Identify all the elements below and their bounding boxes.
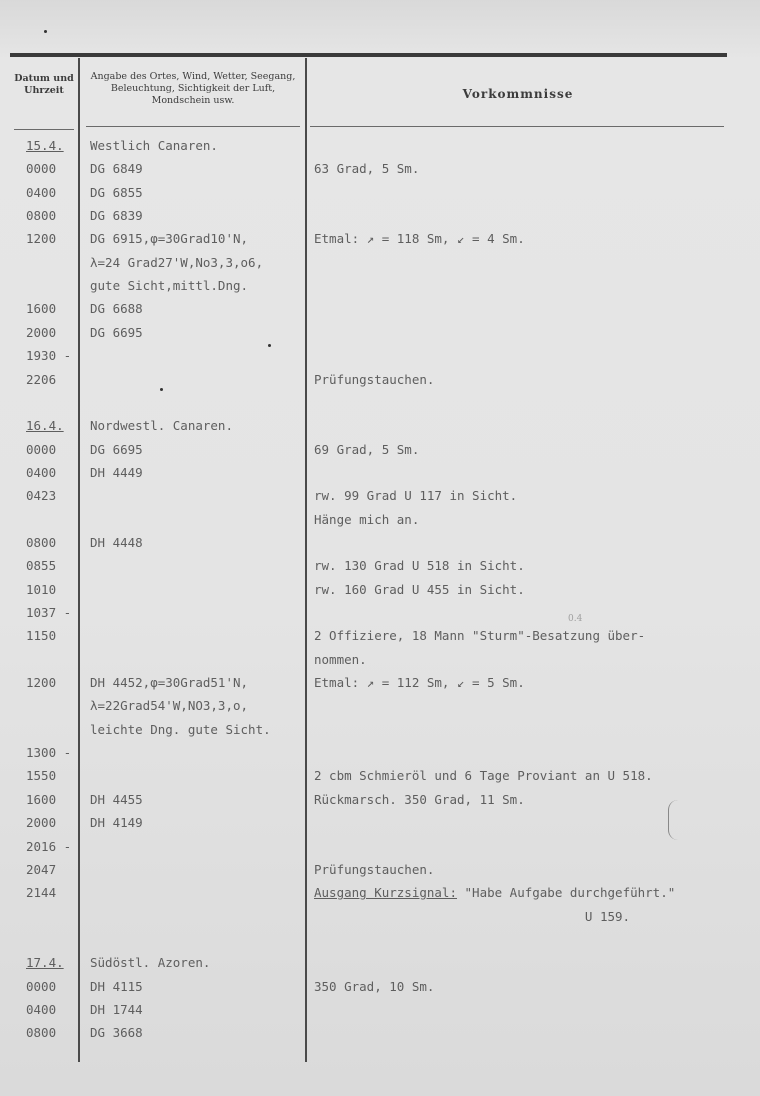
- place-cell: Südöstl. Azoren.: [90, 955, 211, 971]
- event-cell: Etmal: ↗ = 112 Sm, ↙ = 5 Sm.: [314, 675, 525, 691]
- time-cell: 0000: [26, 441, 57, 457]
- time-cell: 0800: [26, 1025, 57, 1041]
- event-cell: Prüfungstauchen.: [314, 371, 435, 387]
- time-cell: 1930 -: [26, 348, 72, 364]
- log-row: [0, 881, 760, 905]
- time-cell: 2000: [26, 815, 57, 831]
- pencil-note: 0.4: [568, 614, 583, 624]
- event-cell: Etmal: ↗ = 118 Sm, ↙ = 4 Sm.: [314, 231, 525, 247]
- log-row: [0, 764, 760, 788]
- time-cell: 1200: [26, 231, 57, 247]
- place-cell: gute Sicht,mittl.Dng.: [90, 278, 249, 294]
- place-cell: λ=24 Grad27'W,No3,3,o6,: [90, 254, 264, 270]
- time-cell: 1600: [26, 791, 57, 807]
- log-row: [0, 578, 760, 602]
- log-row: [0, 461, 760, 485]
- log-row: [0, 718, 760, 742]
- time-cell: 17.4.: [26, 955, 64, 971]
- event-cell: Ausgang Kurzsignal: "Habe Aufgabe durchgeführt.": [314, 885, 676, 901]
- event-cell: 69 Grad, 5 Sm.: [314, 441, 420, 457]
- place-cell: Nordwestl. Canaren.: [90, 418, 233, 434]
- event-cell: 2 Offiziere, 18 Mann "Sturm"-Besatzung über-: [314, 628, 646, 644]
- handwritten-bracket: [668, 800, 679, 840]
- place-cell: DH 4452,φ=30Grad51'N,: [90, 675, 249, 691]
- event-cell: 2 cbm Schmieröl und 6 Tage Proviant an U 518.: [314, 768, 653, 784]
- time-cell: 0400: [26, 464, 57, 480]
- event-cell: Prüfungstauchen.: [314, 861, 435, 877]
- header-events: Vorkommnisse: [462, 87, 574, 101]
- log-row: [0, 928, 760, 952]
- place-cell: λ=22Grad54'W,NO3,3,o,: [90, 698, 249, 714]
- time-cell: 0423: [26, 488, 57, 504]
- log-row: [0, 134, 760, 158]
- time-cell: 1150: [26, 628, 57, 644]
- log-row: [0, 438, 760, 462]
- place-cell: DG 6849: [90, 161, 143, 177]
- time-cell: 0000: [26, 161, 57, 177]
- log-row: [0, 157, 760, 181]
- log-row: [0, 905, 760, 929]
- place-cell: DH 4448: [90, 534, 143, 550]
- place-cell: DH 4449: [90, 464, 143, 480]
- time-cell: 2047: [26, 861, 57, 877]
- time-cell: 0400: [26, 1001, 57, 1017]
- log-row: [0, 741, 760, 765]
- event-cell: rw. 99 Grad U 117 in Sicht.: [314, 488, 518, 504]
- log-row: [0, 975, 760, 999]
- place-cell: DG 6695: [90, 324, 143, 340]
- log-row: [0, 671, 760, 695]
- place-cell: leichte Dng. gute Sicht.: [90, 721, 271, 737]
- time-cell: 2206: [26, 371, 57, 387]
- place-cell: DH 4115: [90, 978, 143, 994]
- time-cell: 1600: [26, 301, 57, 317]
- place-cell: DG 6695: [90, 441, 143, 457]
- header-rule-events: [310, 126, 724, 127]
- place-cell: DH 1744: [90, 1001, 143, 1017]
- log-row: [0, 344, 760, 368]
- log-row: [0, 251, 760, 275]
- event-cell: rw. 130 Grad U 518 in Sicht.: [314, 558, 525, 574]
- event-cell: 350 Grad, 10 Sm.: [314, 978, 435, 994]
- time-cell: 2016 -: [26, 838, 72, 854]
- time-cell: 2144: [26, 885, 57, 901]
- log-row: [0, 951, 760, 975]
- top-rule: [10, 53, 727, 57]
- log-row: [0, 998, 760, 1022]
- log-row: [0, 788, 760, 812]
- log-row: [0, 484, 760, 508]
- time-cell: 0400: [26, 184, 57, 200]
- log-row: [0, 811, 760, 835]
- place-cell: DH 4455: [90, 791, 143, 807]
- log-row: [0, 181, 760, 205]
- event-cell: rw. 160 Grad U 455 in Sicht.: [314, 581, 525, 597]
- header-rule-date: [14, 129, 74, 130]
- time-cell: 0000: [26, 978, 57, 994]
- place-cell: DG 3668: [90, 1025, 143, 1041]
- log-row: [0, 368, 760, 392]
- header-date-time: Datum und Uhrzeit: [14, 73, 74, 96]
- time-cell: 15.4.: [26, 138, 64, 153]
- place-cell: DG 6688: [90, 301, 143, 317]
- log-row: [0, 835, 760, 859]
- log-row: [0, 531, 760, 555]
- place-cell: DG 6915,φ=30Grad10'N,: [90, 231, 249, 247]
- log-row: [0, 297, 760, 321]
- log-row: [0, 321, 760, 345]
- log-row: [0, 648, 760, 672]
- time-cell: 0800: [26, 208, 57, 224]
- event-cell: Hänge mich an.: [314, 511, 420, 527]
- log-row: [0, 601, 760, 625]
- log-row: [0, 274, 760, 298]
- event-cell: Rückmarsch. 350 Grad, 11 Sm.: [314, 791, 525, 807]
- log-row: [0, 624, 760, 648]
- log-row: [0, 554, 760, 578]
- ink-spot: [160, 388, 163, 391]
- ink-spot: [268, 344, 271, 347]
- log-row: [0, 508, 760, 532]
- event-cell: 63 Grad, 5 Sm.: [314, 161, 420, 177]
- time-cell: 2000: [26, 324, 57, 340]
- time-cell: 1010: [26, 581, 57, 597]
- event-cell: nommen.: [314, 651, 367, 667]
- time-cell: 1200: [26, 675, 57, 691]
- place-cell: Westlich Canaren.: [90, 138, 218, 153]
- time-cell: 16.4.: [26, 418, 64, 434]
- time-cell: 0800: [26, 534, 57, 550]
- log-row: [0, 414, 760, 438]
- place-cell: DG 6855: [90, 184, 143, 200]
- time-cell: 0855: [26, 558, 57, 574]
- header-place-weather: Angabe des Ortes, Wind, Wetter, Seegang, Beleuchtung, Sichtigkeit der Luft, Mondschein usw.: [90, 71, 296, 106]
- ink-spot: [44, 30, 47, 33]
- log-row: [0, 1021, 760, 1045]
- log-row: [0, 227, 760, 251]
- log-row: [0, 694, 760, 718]
- time-cell: 1300 -: [26, 745, 72, 761]
- place-cell: DG 6839: [90, 208, 143, 224]
- log-row: [0, 204, 760, 228]
- log-row: [0, 858, 760, 882]
- event-cell: U 159.: [314, 908, 631, 924]
- place-cell: DH 4149: [90, 815, 143, 831]
- header-rule-place: [86, 126, 300, 127]
- time-cell: 1037 -: [26, 605, 72, 620]
- log-row: [0, 391, 760, 415]
- time-cell: 1550: [26, 768, 57, 784]
